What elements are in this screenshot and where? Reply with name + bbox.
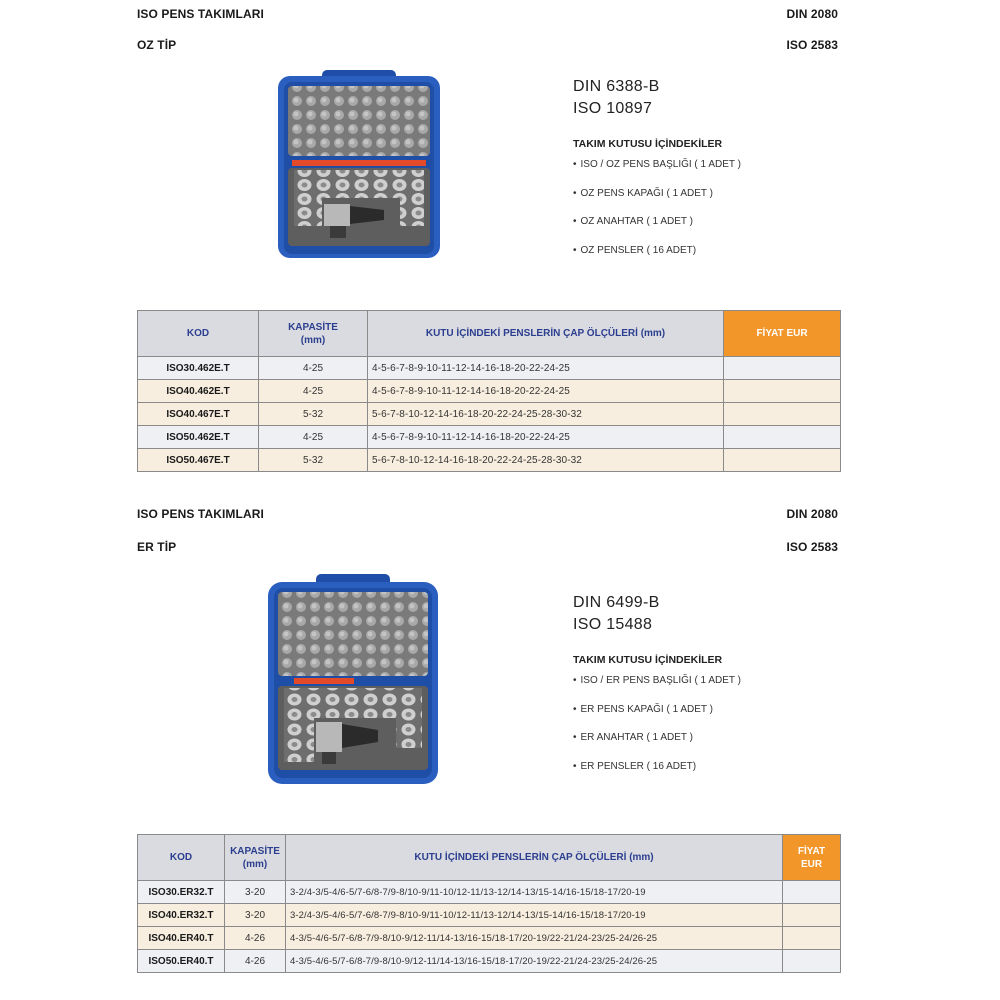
row-code: ISO40.462E.T [138,380,259,403]
section2-content-item: • ER PENSLER ( 16 ADET) [573,760,741,789]
row-price [724,426,841,449]
section1-iso: ISO 2583 [786,38,838,52]
header-price: FİYAT EUR [783,835,841,881]
section1-title: ISO PENS TAKIMLARI [137,7,264,21]
table-row [138,426,841,449]
section2-std-iso: ISO 15488 [573,616,653,633]
section1-content-item: • OZ PENSLER ( 16 ADET) [573,244,741,273]
row-capacity: 5-32 [259,403,368,426]
row-code: ISO50.462E.T [138,426,259,449]
row-price [724,380,841,403]
header-code: KOD [138,311,259,357]
header-sizes: KUTU İÇİNDEKİ PENSLERİN ÇAP ÖLÇÜLERİ (mm) [286,835,783,881]
section2-iso: ISO 2583 [786,540,838,554]
row-capacity: 4-25 [259,357,368,380]
section1-info [573,76,741,272]
header-code: KOD [138,835,225,881]
row-sizes: 3-2/4-3/5-4/6-5/7-6/8-7/9-8/10-9/11-10/12-11/13-12/14-13/15-14/16-15/18-17/20-19 [286,904,783,927]
table-header-row [138,311,841,357]
row-price [783,950,841,973]
row-code: ISO40.467E.T [138,403,259,426]
table-row [138,403,841,426]
section1-contents-title: TAKIM KUTUSU İÇİNDEKİLER [573,138,723,150]
section2-content-item: • ER PENS KAPAĞI ( 1 ADET ) [573,703,741,732]
row-sizes: 4-5-6-7-8-9-10-11-12-14-16-18-20-22-24-25 [368,380,724,403]
table-row [138,380,841,403]
header-price: FİYAT EUR [724,311,841,357]
section1-std-iso: ISO 10897 [573,100,653,117]
table-row [138,927,841,950]
row-capacity: 4-25 [259,380,368,403]
section1-din: DIN 2080 [786,7,838,21]
section2-content-item: • ER ANAHTAR ( 1 ADET ) [573,731,741,760]
row-code: ISO40.ER32.T [138,904,225,927]
row-capacity: 4-26 [225,950,286,973]
section2-info [573,592,741,788]
row-code: ISO50.467E.T [138,449,259,472]
tool-case-er-image [266,572,440,788]
section1-content-item: • OZ PENS KAPAĞI ( 1 ADET ) [573,187,741,216]
row-sizes: 4-3/5-4/6-5/7-6/8-7/9-8/10-9/12-11/14-13/16-15/18-17/20-19/22-21/24-23/25-24/26-25 [286,950,783,973]
section2-content-item: • ISO / ER PENS BAŞLIĞI ( 1 ADET ) [573,674,741,703]
header-capacity: KAPASİTE (mm) [259,311,368,357]
section2-std-din: DIN 6499-B [573,594,660,611]
section2-contents-title: TAKIM KUTUSU İÇİNDEKİLER [573,654,723,666]
row-code: ISO30.ER32.T [138,881,225,904]
row-sizes: 4-3/5-4/6-5/7-6/8-7/9-8/10-9/12-11/14-13/16-15/18-17/20-19/22-21/24-23/25-24/26-25 [286,927,783,950]
row-sizes: 5-6-7-8-10-12-14-16-18-20-22-24-25-28-30-32 [368,449,724,472]
table-header-row [138,835,841,881]
section2-title: ISO PENS TAKIMLARI [137,507,264,521]
row-price [724,357,841,380]
header-sizes: KUTU İÇİNDEKİ PENSLERİN ÇAP ÖLÇÜLERİ (mm) [368,311,724,357]
row-price [724,403,841,426]
row-capacity: 3-20 [225,881,286,904]
section2-din: DIN 2080 [786,507,838,521]
section1-subtitle: OZ TİP [137,38,177,52]
row-price [724,449,841,472]
row-sizes: 4-5-6-7-8-9-10-11-12-14-16-18-20-22-24-25 [368,357,724,380]
tool-case-oz-image [276,66,442,262]
row-sizes: 4-5-6-7-8-9-10-11-12-14-16-18-20-22-24-25 [368,426,724,449]
section1-std-din: DIN 6388-B [573,78,660,95]
header-capacity: KAPASİTE (mm) [225,835,286,881]
section2-table [137,834,841,973]
table-row [138,904,841,927]
table-row [138,357,841,380]
row-sizes: 3-2/4-3/5-4/6-5/7-6/8-7/9-8/10-9/11-10/12-11/13-12/14-13/15-14/16-15/18-17/20-19 [286,881,783,904]
row-sizes: 5-6-7-8-10-12-14-16-18-20-22-24-25-28-30-32 [368,403,724,426]
row-code: ISO50.ER40.T [138,950,225,973]
row-price [783,881,841,904]
row-capacity: 4-25 [259,426,368,449]
row-code: ISO30.462E.T [138,357,259,380]
section2-subtitle: ER TİP [137,540,177,554]
table-row [138,881,841,904]
row-price [783,927,841,950]
section1-content-item: • ISO / OZ PENS BAŞLIĞI ( 1 ADET ) [573,158,741,187]
table-row [138,449,841,472]
row-code: ISO40.ER40.T [138,927,225,950]
row-capacity: 4-26 [225,927,286,950]
section1-table [137,310,841,472]
table-row [138,950,841,973]
row-capacity: 5-32 [259,449,368,472]
row-price [783,904,841,927]
row-capacity: 3-20 [225,904,286,927]
section1-content-item: • OZ ANAHTAR ( 1 ADET ) [573,215,741,244]
